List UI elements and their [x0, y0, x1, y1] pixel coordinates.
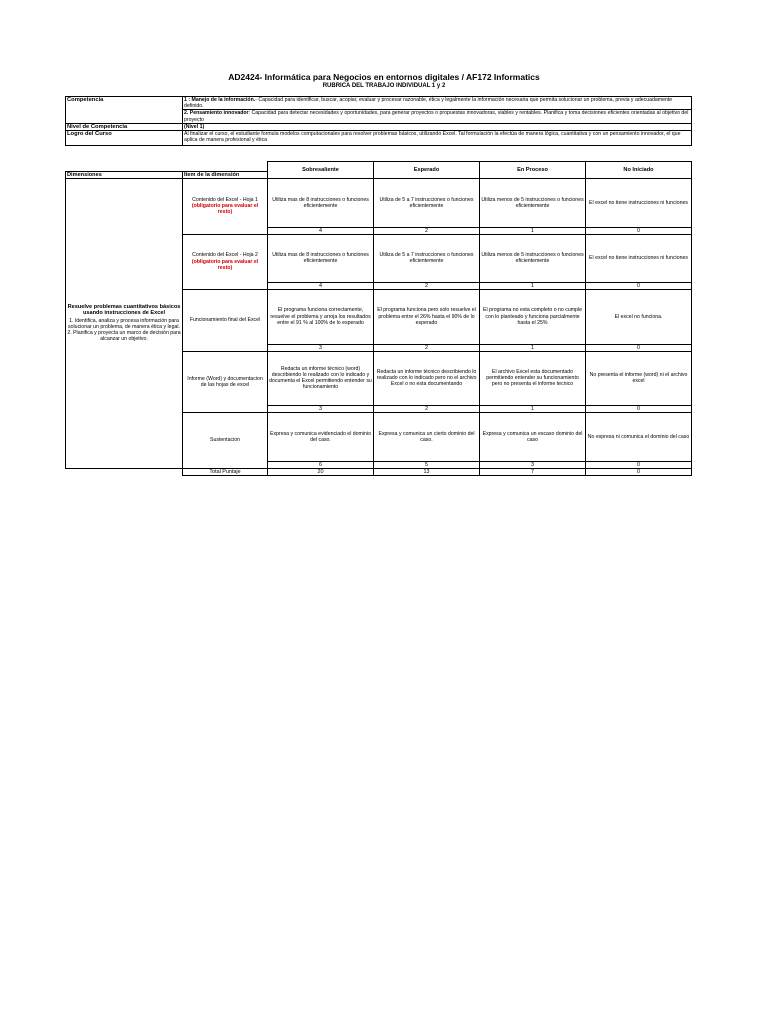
competencia-1-lead: 1 : Manejo de la información. [184, 97, 256, 103]
item-label: Informe (Word) y documentacion de las hojas de excel [187, 375, 263, 388]
score-cell: 3 [480, 461, 586, 468]
competencia-2-lead: 2. Pensamiento innovador [184, 110, 249, 117]
score-cell: 5 [374, 461, 480, 468]
total-spacer [66, 468, 183, 475]
criterion-cell: El programa funciona correctamente, resuelve el problema y arroja los resultados entre el 91 % al 100% de lo esperado [268, 289, 374, 344]
competencia-label: Competencia [66, 97, 183, 124]
logro-value: Al finalizar el curso, el estudiante formula modelos computacionales para resolver problemas básicos, utilizando Excel. Tal formulación la efectúa de manera lógica, cuantitativa y con un pensamiento innovador, el que aplica de manera profesional y ética [183, 131, 692, 146]
dimensiones-header: Dimensiones [66, 171, 183, 178]
level-header-esperado: Esperado [374, 162, 480, 179]
item-excel-hoja-1 [183, 178, 268, 234]
total-esperado: 13 [374, 468, 480, 475]
dimension-cell [66, 178, 183, 468]
item-note: (obligatorio para evaluar el resto) [191, 258, 259, 271]
criterion-cell: El excel no tiene instrucciones ni funciones [586, 178, 692, 227]
document-title: AD2424- Informática para Negocios en entornos digitales / AF172 Informatics [228, 72, 540, 82]
criterion-cell: No expresa ni comunica el dominio del caso [586, 412, 692, 461]
total-en-proceso: 7 [480, 468, 586, 475]
nivel-label: Nivel de Competencia [66, 123, 183, 130]
score-cell: 4 [268, 227, 374, 234]
score-cell: 6 [268, 461, 374, 468]
criterion-cell: Utiliza menos de 5 instrucciones o funciones eficientemente [480, 178, 586, 227]
score-cell: 4 [268, 282, 374, 289]
score-cell: 0 [586, 461, 692, 468]
criterion-cell: Utiliza de 5 a 7 instrucciones o funciones eficientemente [374, 178, 480, 227]
competencia-1 [183, 97, 692, 110]
total-no-iniciado: 0 [586, 468, 692, 475]
competencia-1-text: - Capacidad para identificar, buscar, acopiar, evaluar y procesar razonable, ética y legalmente la información necesaria que permita solucionar un problema, previa y adecuadamente definido. [184, 97, 673, 110]
header-spacer [66, 162, 268, 172]
competencia-2 [183, 110, 692, 123]
total-label: Total Puntaje [183, 468, 268, 475]
score-cell: 0 [586, 282, 692, 289]
item-informe [183, 351, 268, 412]
criterion-cell: Utiliza de 5 a 7 instrucciones o funciones eficientemente [374, 234, 480, 282]
rubric-table [65, 161, 692, 476]
dimension-title: Resuelve problemas cuantitativos básicos usando instrucciones de Excel [67, 304, 181, 317]
nivel-value: (Nivel 1) [183, 123, 692, 130]
score-cell: 1 [480, 282, 586, 289]
criterion-cell: El excel no tiene instrucciones ni funciones [586, 234, 692, 282]
criterion-cell: No presenta el informe (word) ni el archivo excel [586, 351, 692, 405]
criterion-cell: Expresa y comunica evidenciado el dominio del caso. [268, 412, 374, 461]
level-header-sobresaliente: Sobresaliente [268, 162, 374, 179]
dimension-description: 1. Identifica, analiza y procesa información para solucionar un problema, de manera ética y legal. 2. Planifica y proyecta un marco de decisión para alcanzar un objetivo. [67, 317, 181, 343]
criterion-cell: Expresa y comunica un cierto dominio del caso. [374, 412, 480, 461]
criterion-cell: Expresa y comunica un escaso dominio del caso [480, 412, 586, 461]
score-cell: 1 [480, 227, 586, 234]
item-note: (obligatorio para evaluar el resto) [191, 203, 259, 216]
competency-info-table [65, 96, 692, 146]
level-header-en-proceso: En Proceso [480, 162, 586, 179]
score-cell: 2 [374, 344, 480, 351]
item-label: Funcionamiento final del Excel [189, 317, 261, 324]
score-cell: 2 [374, 282, 480, 289]
score-cell: 0 [586, 405, 692, 412]
score-cell: 3 [268, 344, 374, 351]
criterion-cell: El archivo Excel esta documentado permitiendo entender su funcionamiento pero no presenta el informe tecnico [480, 351, 586, 405]
criterion-cell: El programa funciona pero solo resuelve el problema entre el 26% hasta el 90% de lo esperado [374, 289, 480, 344]
total-sobresaliente: 20 [268, 468, 374, 475]
criterion-cell: Redacta un informe técnico describiendo lo realizado con lo indicado pero no el archivo Excel o no esta documentando [374, 351, 480, 405]
score-cell: 3 [268, 405, 374, 412]
item-funcionamiento [183, 289, 268, 351]
logro-label: Logro del Curso [66, 131, 183, 146]
criterion-cell: Utiliza menos de 5 instrucciones o funciones eficientemente [480, 234, 586, 282]
level-header-no-iniciado: No Iniciado [586, 162, 692, 179]
competencia-2-text: : Capacidad para detectar necesidades y oportunidades, para generar proyectos o propuestas innovadoras, viables y rentables. Planifica y toma decisiones eficientes orientadas al objetivo del proyecto [184, 110, 689, 123]
item-header: Item de la dimensión [183, 171, 268, 178]
criterion-cell: Redacta un informe técnico (word) describiendo lo realizado con lo indicado y documenta el Excel permitiendo entender su funcionamiento [268, 351, 374, 405]
item-sustentacion [183, 412, 268, 468]
score-cell: 1 [480, 344, 586, 351]
item-label: Sustentacion [210, 437, 240, 444]
document-subtitle: RUBRICA DEL TRABAJO INDIVIDUAL 1 y 2 [322, 83, 446, 89]
item-label: Contenido del Excel - Hoja 2 [192, 252, 258, 259]
score-cell: 1 [480, 405, 586, 412]
score-cell: 0 [586, 227, 692, 234]
criterion-cell: Utiliza mas de 8 instrucciones o funciones eficientemente [268, 178, 374, 227]
score-cell: 2 [374, 227, 480, 234]
criterion-cell: El programa no esta completo o no cumple con lo planteado y funciona parcialmente hasta el 25% [480, 289, 586, 344]
criterion-cell: Utiliza mas de 8 instrucciones o funciones eficientemente [268, 234, 374, 282]
item-label: Contenido del Excel - Hoja 1 [192, 196, 258, 203]
criterion-cell: El excel no funciona. [586, 289, 692, 344]
score-cell: 0 [586, 344, 692, 351]
item-excel-hoja-2 [183, 234, 268, 289]
score-cell: 2 [374, 405, 480, 412]
